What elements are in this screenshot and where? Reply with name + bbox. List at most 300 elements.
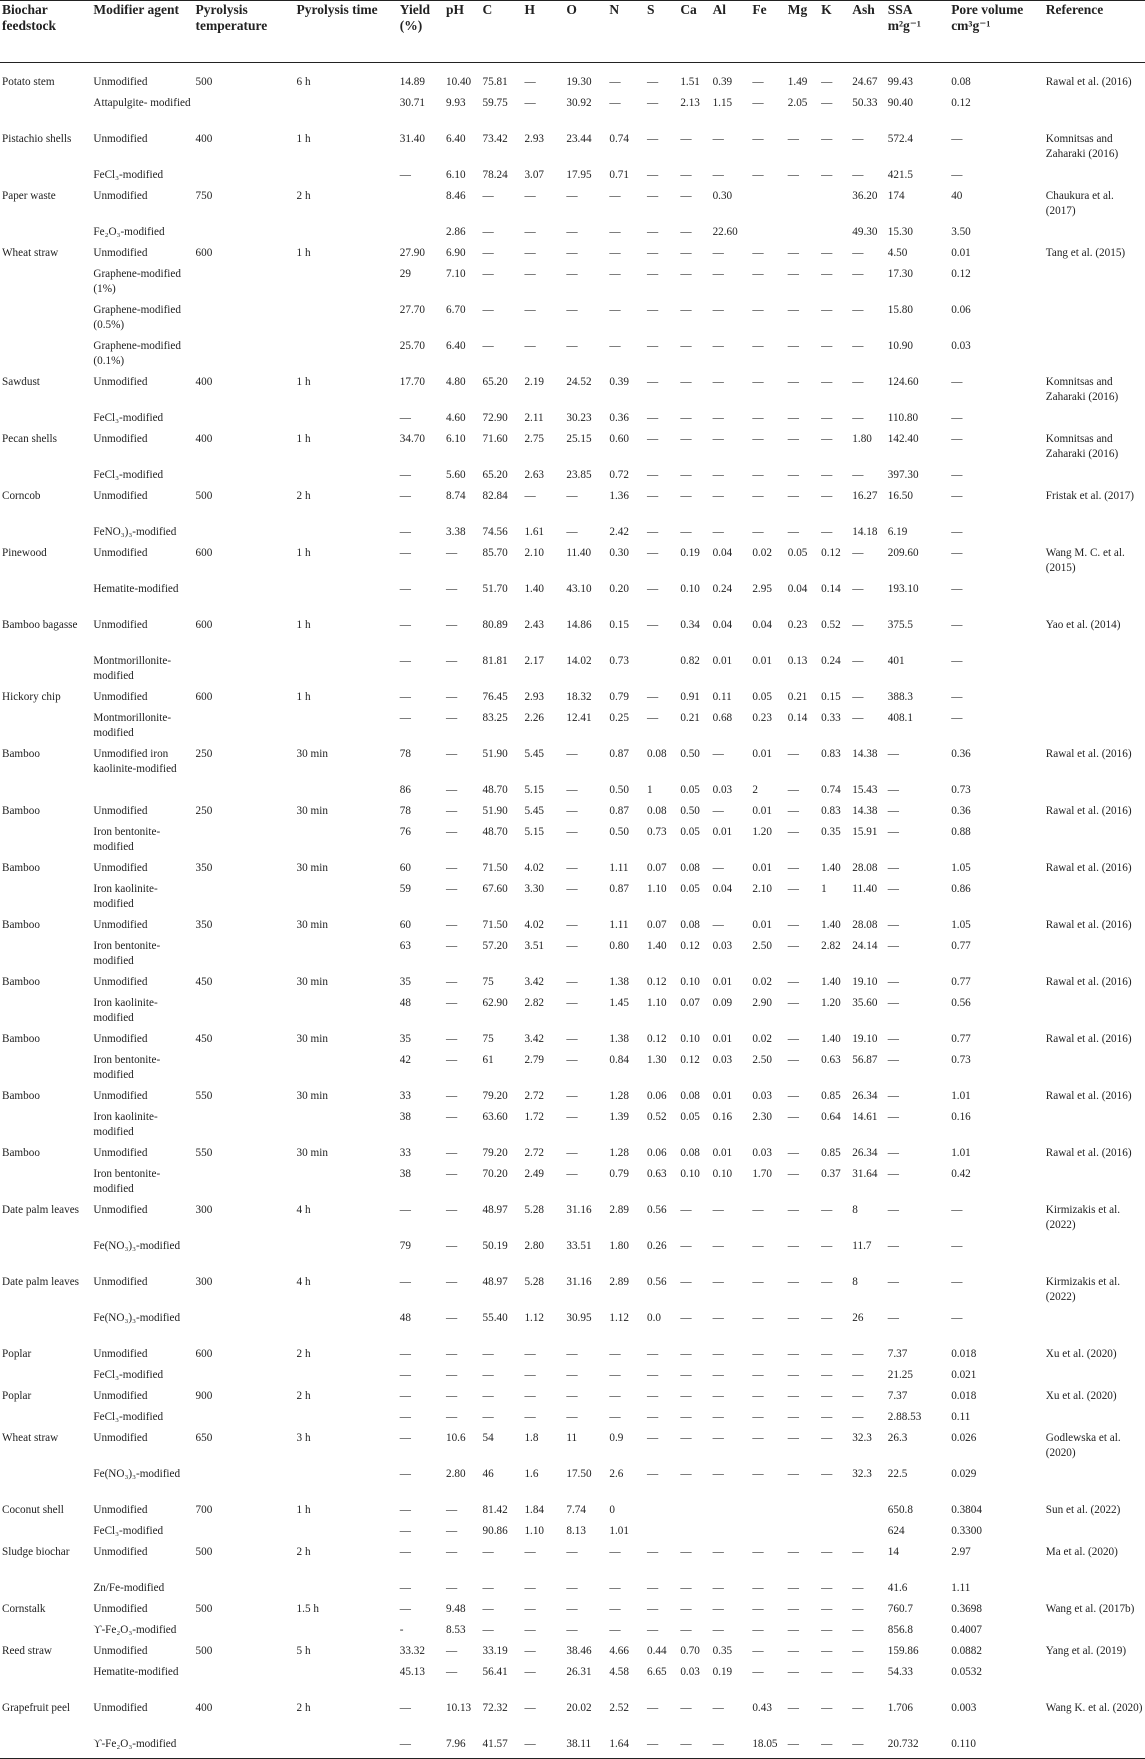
cell-yield: — [399,583,411,595]
cell-fe [750,225,785,246]
cell-k: 0.63 [821,1054,841,1066]
cell-temperature [194,1524,295,1545]
cell-yield: — [399,469,411,481]
cell-ca: 0.03 [680,1666,700,1678]
cell-fe: — [752,1411,764,1423]
cell-pore-volume: 0.018 [951,1348,977,1360]
cell-ca: 0.08 [680,1147,700,1159]
cell-temperature: 550 [195,1090,213,1102]
cell-ca: 0.10 [680,1033,700,1045]
cell-ssa: 21.25 [887,1369,913,1381]
cell-k: — [821,1312,833,1324]
cell-feedstock: Potato stem [2,76,55,88]
cell-ca: — [680,190,692,202]
cell-h: — [524,1411,536,1423]
cell-o: 33.51 [566,1240,592,1252]
cell-ca: — [680,340,692,352]
cell-pore-volume: 0.77 [951,976,971,988]
cell-s: — [646,1468,659,1480]
cell-reference: Komnitsas and Zaharaki (2016) [1045,433,1119,460]
cell-o: — [566,1546,578,1558]
cell-ssa: 41.6 [887,1582,908,1594]
cell-n: 4.66 [609,1645,629,1657]
cell-pore-volume: 0.3698 [951,1603,982,1615]
cell-al: 0.04 [712,883,733,895]
table-body [0,63,1145,1759]
cell-pore-volume: — [951,133,963,145]
cell-yield: — [399,526,411,538]
cell-k: 0.85 [821,1147,841,1159]
cell-temperature [194,939,295,975]
cell-ph: — [445,1033,458,1045]
cell-pore-volume: — [951,433,963,445]
cell-fe: 0.03 [752,1090,772,1102]
cell-h: — [524,1582,536,1594]
cell-h: — [524,247,536,259]
table-row [0,654,1145,690]
cell-time: 3 h [296,1432,311,1444]
cell-ssa: 14 [887,1546,899,1558]
cell-ssa: — [887,1312,899,1324]
cell-mg: — [787,940,799,952]
table-row [0,189,1145,225]
cell-pore-volume: 0.0882 [951,1645,982,1657]
cell-reference [1044,468,1145,489]
cell-al: — [712,1546,724,1558]
cell-time: 30 min [296,1033,328,1045]
cell-k: — [821,76,833,88]
table-row [0,375,1145,411]
cell-ca: 0.08 [680,1090,700,1102]
cell-c: 63.60 [482,1111,508,1123]
cell-s: — [646,547,659,559]
cell-temperature: 450 [195,976,213,988]
cell-k: — [821,376,833,388]
cell-yield: — [399,691,411,703]
cell-c: 48.70 [482,784,508,796]
cell-pore-volume: 0.12 [951,97,971,109]
cell-fe: 0.05 [752,691,772,703]
cell-modifier: Hematite-modified [93,1666,179,1678]
cell-ph: 8.74 [445,490,466,502]
cell-temperature [194,825,295,861]
header-pore-volume: Pore volume cm³g⁻¹ [949,1,1044,63]
header-modifier: Modifier agent [91,1,193,63]
cell-feedstock [0,711,91,747]
header-temperature: Pyrolysis temperature [194,1,295,63]
cell-h: — [524,490,536,502]
cell-ssa: 760.7 [887,1603,913,1615]
cell-mg: — [787,376,799,388]
cell-h: 2.72 [524,1090,545,1102]
cell-s: — [646,1582,659,1594]
cell-temperature: 400 [195,433,213,445]
cell-ssa: 375.5 [887,619,913,631]
cell-h: 3.42 [524,976,545,988]
cell-ph: — [445,1276,458,1288]
cell-yield: 38 [399,1111,411,1123]
cell-modifier: Unmodified [93,919,148,931]
cell-mg: — [787,1111,799,1123]
cell-k: — [821,1624,833,1636]
cell-time [295,996,398,1032]
table-row [0,1389,1145,1410]
cell-n: — [609,1603,621,1615]
cell-feedstock: Date palm leaves [2,1276,80,1288]
table-row [0,1275,1145,1311]
cell-al: 0.03 [712,940,733,952]
cell-o: 17.95 [566,169,592,181]
cell-feedstock [0,582,91,618]
cell-reference [1044,690,1145,711]
cell-ca: 0.05 [680,784,700,796]
cell-k: 1 [821,883,827,895]
cell-h: 2.26 [524,712,545,724]
cell-modifier: Unmodified [93,1702,148,1714]
cell-ph: 10.13 [445,1702,472,1714]
cell-modifier: Unmodified [93,76,148,88]
cell-ca: 0.05 [680,826,700,838]
cell-fe: — [752,526,764,538]
cell-feedstock: Bamboo [2,862,40,874]
cell-feedstock [0,1368,91,1389]
table-row [0,747,1145,783]
cell-feedstock: Pecan shells [2,433,57,445]
cell-reference [1044,582,1145,618]
cell-o: 14.86 [566,619,592,631]
cell-n: 0.50 [609,826,629,838]
cell-ph: — [445,1348,458,1360]
cell-ssa: 124.60 [887,376,919,388]
cell-ca: — [680,1468,692,1480]
cell-temperature: 750 [195,190,213,202]
table-row [0,1368,1145,1389]
cell-ssa: 159.86 [887,1645,919,1657]
cell-ca: — [680,1204,692,1216]
cell-s: 0.63 [646,1168,667,1180]
cell-s: 0.08 [646,805,667,817]
cell-ca: — [680,1312,692,1324]
cell-ssa: 7.37 [887,1348,908,1360]
cell-time: 6 h [296,76,311,88]
cell-ph: — [445,1168,458,1180]
cell-s: — [645,1737,678,1759]
table-row [0,1581,1145,1602]
cell-time: 2 h [296,1348,311,1360]
cell-yield: 31.40 [399,133,425,145]
cell-ash: 11.40 [852,883,878,895]
cell-ph: — [445,826,458,838]
cell-h: 2.75 [524,433,545,445]
cell-modifier: Unmodified iron kaolinite-modified [93,748,177,775]
cell-c: 51.90 [482,748,508,760]
cell-fe: — [752,1468,764,1480]
cell-n: — [609,268,621,280]
table-row [0,96,1145,132]
cell-c: 71.50 [482,862,508,874]
cell-time [295,1239,398,1275]
cell-s [645,1503,678,1524]
cell-fe: 0.23 [752,712,772,724]
cell-ca [678,1503,710,1524]
cell-temperature: 400 [195,1702,213,1714]
cell-time [295,225,398,246]
cell-o: 31.16 [566,1276,592,1288]
cell-feedstock: Bamboo [2,805,40,817]
cell-ssa: — [887,1147,899,1159]
cell-yield: 45.13 [399,1666,425,1678]
cell-mg: — [787,997,799,1009]
cell-modifier: Fe(NO₃)₃-modified [93,1240,181,1252]
cell-fe: — [752,490,764,502]
cell-ph: — [445,919,458,931]
cell-yield: — [399,1390,411,1402]
cell-ssa: 90.40 [887,97,913,109]
cell-c: 51.90 [482,805,508,817]
cell-yield: — [399,1702,411,1714]
cell-al: — [712,268,724,280]
cell-n: 1.39 [609,1111,629,1123]
cell-fe: — [752,412,764,424]
cell-ash: 28.08 [852,919,878,931]
cell-mg: — [787,1468,799,1480]
cell-fe: 18.05 [750,1737,785,1759]
cell-temperature [194,1368,295,1389]
cell-ash: 14.38 [852,748,878,760]
cell-ssa: 401 [887,655,905,667]
cell-k: — [821,1390,833,1402]
cell-ca: — [680,433,692,445]
cell-ash: — [852,1390,864,1402]
table-row [0,1347,1145,1368]
cell-al: 0.68 [712,712,733,724]
cell-mg: — [787,784,799,796]
cell-modifier: Unmodified [93,1603,148,1615]
cell-n: 0.73 [609,655,629,667]
cell-s: — [646,412,659,424]
cell-n: 0.36 [609,412,629,424]
cell-mg: — [787,805,799,817]
cell-al: — [712,805,724,817]
cell-ph: — [445,940,458,952]
cell-ph: — [445,784,458,796]
cell-h: 3.51 [524,940,545,952]
cell-mg: — [787,1603,799,1615]
table-row [0,225,1145,246]
cell-n: 0.25 [609,712,629,724]
cell-pore-volume: 1.11 [951,1582,971,1594]
cell-n: 0.84 [609,1054,629,1066]
cell-pore-volume: 1.05 [951,919,971,931]
cell-al: — [712,1312,724,1324]
cell-ca: 2.13 [680,97,700,109]
cell-k: — [821,1603,833,1615]
cell-ph: — [445,1645,458,1657]
table-row [0,1467,1145,1503]
cell-ph: 2.80 [445,1468,466,1480]
cell-k: — [821,526,833,538]
cell-ash: — [852,169,864,181]
cell-o: — [566,1348,578,1360]
cell-mg: — [787,826,799,838]
cell-o: — [566,1411,578,1423]
cell-pore-volume: 0.3804 [951,1504,982,1516]
cell-fe: — [752,1582,764,1594]
cell-feedstock: Bamboo [2,976,40,988]
cell-n: 0.20 [609,583,629,595]
cell-o: 23.44 [566,133,592,145]
cell-k: 0.74 [821,784,841,796]
cell-fe: — [752,1645,764,1657]
cell-mg: — [787,1033,799,1045]
table-row [0,1701,1145,1737]
cell-feedstock: Pinewood [2,547,47,559]
cell-feedstock [0,1524,91,1545]
cell-ssa: 10.90 [887,340,913,352]
cell-feedstock [0,267,91,303]
cell-ph: 4.60 [445,412,466,424]
header-ssa: SSA m²g⁻¹ [886,1,949,63]
cell-ash: — [852,268,864,280]
cell-fe [750,1503,785,1524]
cell-temperature [194,1167,295,1203]
cell-ssa: 421.5 [887,169,913,181]
cell-s: 1.40 [646,940,667,952]
cell-ph: — [445,655,458,667]
cell-fe: 1.70 [752,1168,772,1180]
cell-al: — [712,412,724,424]
cell-pore-volume: 0.77 [951,940,971,952]
cell-ash: — [852,469,864,481]
cell-ssa: — [887,748,899,760]
cell-c: 51.70 [482,583,508,595]
table-row [0,489,1145,525]
cell-modifier: Montmorillonite-modified [93,712,172,739]
cell-feedstock [0,225,91,246]
cell-ash: — [852,304,864,316]
cell-ssa: — [887,784,899,796]
cell-h: 1.84 [524,1504,545,1516]
cell-al: — [712,1582,724,1594]
cell-modifier: Unmodified [93,805,148,817]
cell-yield [398,189,444,225]
table-row [0,1410,1145,1431]
cell-temperature: 900 [195,1390,213,1402]
cell-o: — [566,919,578,931]
cell-n: 4.58 [609,1666,629,1678]
cell-time: 1.5 h [296,1603,319,1615]
cell-al: 0.01 [712,976,733,988]
cell-mg [786,1503,819,1524]
cell-yield: — [399,655,411,667]
cell-temperature: 500 [195,490,213,502]
cell-s: — [646,76,659,88]
cell-mg: 0.05 [787,547,808,559]
cell-time [295,582,398,618]
cell-ph: — [445,712,458,724]
cell-temperature: 500 [195,1645,213,1657]
cell-ph: — [445,1411,458,1423]
cell-s: — [646,1603,659,1615]
cell-k: — [821,1546,833,1558]
cell-ca: 0.10 [680,583,700,595]
cell-c: — [482,1369,494,1381]
cell-ca: — [680,376,692,388]
cell-k: 1.40 [821,1033,841,1045]
table-row [0,339,1145,375]
cell-c: 75 [482,976,494,988]
cell-modifier: Hematite-modified [93,583,179,595]
cell-fe: — [752,1666,764,1678]
cell-reference: Fristak et al. (2017) [1045,490,1135,502]
cell-c: 75.81 [482,76,508,88]
cell-ca: 0.50 [680,805,700,817]
header-al: Al [711,1,751,63]
cell-o: — [566,1603,578,1615]
cell-yield [398,225,444,246]
cell-s: — [646,1624,659,1636]
cell-modifier: Fe(NO₃)₃-modified [93,1468,181,1480]
cell-c: — [482,340,494,352]
cell-mg: — [787,1240,799,1252]
cell-h: — [524,1666,536,1678]
cell-ca: — [680,1348,692,1360]
cell-h: 2.72 [524,1147,545,1159]
cell-ph: 5.60 [445,469,466,481]
cell-h: 5.28 [524,1204,545,1216]
cell-reference: Wang K. et al. (2020) [1045,1702,1143,1714]
header-fe: Fe [750,1,785,63]
cell-temperature: 400 [195,133,213,145]
cell-ca: — [680,304,692,316]
cell-k: 0.35 [821,826,841,838]
cell-temperature: 600 [195,547,213,559]
cell-reference [1044,525,1145,546]
cell-k: 1.20 [821,997,841,1009]
cell-ssa: — [887,976,899,988]
cell-n: 0.30 [609,547,629,559]
cell-yield: - [399,1624,404,1636]
cell-ca: 0.10 [680,976,700,988]
cell-s: — [646,583,659,595]
cell-yield: 25.70 [399,340,425,352]
table-row [0,246,1145,267]
cell-ca: 0.21 [680,712,700,724]
cell-h: 1.12 [524,1312,545,1324]
cell-reference: Rawal et al. (2016) [1045,805,1132,817]
cell-s: — [646,1546,659,1558]
cell-modifier: Unmodified [93,1504,148,1516]
cell-k: — [821,1582,833,1594]
cell-al: — [712,1240,724,1252]
cell-n: 0.50 [609,784,629,796]
cell-ph: 7.10 [445,268,466,280]
cell-reference [1044,1737,1145,1759]
cell-ash: 26.34 [852,1147,878,1159]
cell-fe: 0.01 [752,862,772,874]
cell-h: 1.40 [524,583,545,595]
cell-ssa: — [887,883,899,895]
cell-ca: 0.82 [680,655,700,667]
cell-o: 30.23 [566,412,592,424]
cell-n: 0.72 [609,469,629,481]
cell-ssa: — [887,826,899,838]
cell-n: 1.28 [609,1147,629,1159]
cell-k: — [821,490,833,502]
cell-modifier: Iron bentonite-modified [93,940,161,967]
cell-temperature [194,96,295,132]
cell-c: 65.20 [482,376,508,388]
